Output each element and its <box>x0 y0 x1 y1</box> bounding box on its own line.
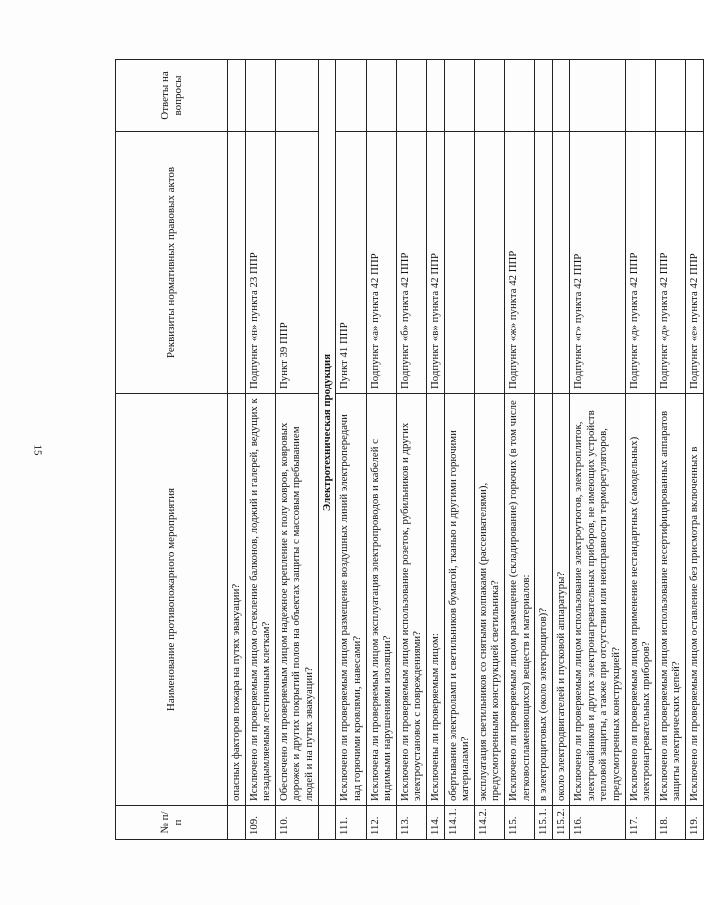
legal-requisites: Подпункт «г» пункта 42 ППР <box>570 132 625 394</box>
header-answers: Ответы на вопросы <box>116 60 228 132</box>
legal-requisites: Подпункт «ж» пункта 42 ППР <box>504 132 534 394</box>
legal-requisites <box>552 132 570 394</box>
measure-name: Исключено ли проверяемым лицом использование розеток, рубильников и других электроустановок с повреждениями? <box>396 394 426 806</box>
measure-name: обертывание электроламп и светильников бумагой, тканью и другими горючими материалами? <box>444 394 474 806</box>
answer-cell <box>686 60 704 132</box>
legal-requisites: Пункт 39 ППР <box>275 132 318 394</box>
answer-cell <box>245 60 275 132</box>
row-number: 115.2. <box>552 806 570 840</box>
answer-cell <box>396 60 426 132</box>
answer-cell <box>570 60 625 132</box>
legal-requisites: Подпункт «д» пункта 42 ППР <box>655 132 685 394</box>
answer-cell <box>474 60 504 132</box>
legal-requisites: Подпункт «е» пункта 42 ППР <box>686 132 704 394</box>
legal-requisites: Подпункт «в» пункта 42 ППР <box>426 132 444 394</box>
table-row <box>625 60 655 840</box>
measure-name: Исключено ли проверяемым лицом использование электроутюгов, электроплиток, электрочайников и других электронагревательных приборов, не имеющих устройств тепловой защиты, а также при отсутствии или неисправности терморегуляторов, предусмотренных конструкцией? <box>570 394 625 806</box>
measure-name: около электродвигателей и пусковой аппаратуры? <box>552 394 570 806</box>
header-num: № п/п <box>116 806 228 840</box>
measure-name: Исключено ли проверяемым лицом остекление балконов, лоджий и галерей, ведущих к незадымляемым лестничным клеткам? <box>245 394 275 806</box>
table-row <box>655 60 685 840</box>
header-requisites: Реквизиты нормативных правовых актов <box>116 132 228 394</box>
answer-cell <box>552 60 570 132</box>
table-row <box>245 60 275 840</box>
measure-name: Исключено ли проверяемым лицом использование несертифицированных аппаратов защиты электрических цепей? <box>655 394 685 806</box>
table-row <box>474 60 504 840</box>
row-number: 112. <box>366 806 396 840</box>
answer-cell <box>625 60 655 132</box>
header-name: Наименование противопожарного мероприятия <box>116 394 228 806</box>
table-row <box>686 60 704 840</box>
legal-requisites <box>535 132 553 394</box>
section-num-cell <box>318 806 336 840</box>
section-title: Электротехническая продукция <box>318 60 336 806</box>
fire-safety-checklist-table <box>115 59 704 840</box>
page-number: 15 <box>31 444 44 456</box>
row-number: 115.1. <box>535 806 553 840</box>
row-number: 110. <box>275 806 318 840</box>
legal-requisites: Подпункт «б» пункта 42 ППР <box>396 132 426 394</box>
answer-cell <box>426 60 444 132</box>
measure-name: эксплуатация светильников со снятыми колпаками (рассеивателями), предусмотренными конструкцией светильника? <box>474 394 504 806</box>
table-row <box>336 60 366 840</box>
row-number <box>228 806 246 840</box>
measure-name: опасных факторов пожара на путях эвакуации? <box>228 394 246 806</box>
table-row <box>396 60 426 840</box>
table-row <box>552 60 570 840</box>
measure-name: Обеспечено ли проверяемым лицом надежное крепление к полу ковров, ковровых дорожек и других покрытий полов на объектах защиты с массовым пребыванием людей и на путях эвакуации? <box>275 394 318 806</box>
row-number: 117. <box>625 806 655 840</box>
row-number: 119. <box>686 806 704 840</box>
measure-name: Исключено ли проверяемым лицом применение нестандартных (самодельных) электронагревательных приборов? <box>625 394 655 806</box>
row-number: 114. <box>426 806 444 840</box>
table-row <box>426 60 444 840</box>
legal-requisites <box>474 132 504 394</box>
measure-name: Исключена ли проверяемым лицом эксплуатация электропроводов и кабелей с видимыми нарушениями изоляции? <box>366 394 396 806</box>
rotated-table-wrapper <box>115 60 701 840</box>
legal-requisites: Подпункт «д» пункта 42 ППР <box>625 132 655 394</box>
answer-cell <box>366 60 396 132</box>
table-row <box>535 60 553 840</box>
table-row <box>228 60 246 840</box>
legal-requisites <box>444 132 474 394</box>
answer-cell <box>655 60 685 132</box>
measure-name: Исключено ли проверяемым лицом размещение воздушных линий электропередачи над горючими кровлями, навесами? <box>336 394 366 806</box>
table-header-row <box>116 60 228 840</box>
answer-cell <box>336 60 366 132</box>
measure-name: в электрощитовых (около электрощитов)? <box>535 394 553 806</box>
measure-name: Исключены ли проверяемым лицом: <box>426 394 444 806</box>
row-number: 116. <box>570 806 625 840</box>
legal-requisites: Пункт 41 ППР <box>336 132 366 394</box>
row-number: 109. <box>245 806 275 840</box>
legal-requisites: Подпункт «а» пункта 42 ППР <box>366 132 396 394</box>
measure-name: Исключено ли проверяемым лицом размещение (складирование) горючих (в том числе легковоспламеняющихся) веществ и материалов: <box>504 394 534 806</box>
answer-cell <box>535 60 553 132</box>
table-body <box>116 60 704 840</box>
answer-cell <box>228 60 246 132</box>
row-number: 111. <box>336 806 366 840</box>
table-row <box>504 60 534 840</box>
table-row <box>366 60 396 840</box>
table-row <box>275 60 318 840</box>
measure-name: Исключено ли проверяемым лицом оставление без присмотра включенных в <box>686 394 704 806</box>
legal-requisites: Подпункт «н» пункта 23 ППР <box>245 132 275 394</box>
row-number: 113. <box>396 806 426 840</box>
table-row <box>570 60 625 840</box>
row-number: 114.1. <box>444 806 474 840</box>
row-number: 118. <box>655 806 685 840</box>
row-number: 114.2. <box>474 806 504 840</box>
answer-cell <box>444 60 474 132</box>
legal-requisites <box>228 132 246 394</box>
answer-cell <box>275 60 318 132</box>
table-row <box>444 60 474 840</box>
row-number: 115. <box>504 806 534 840</box>
answer-cell <box>504 60 534 132</box>
section-row <box>318 60 336 840</box>
